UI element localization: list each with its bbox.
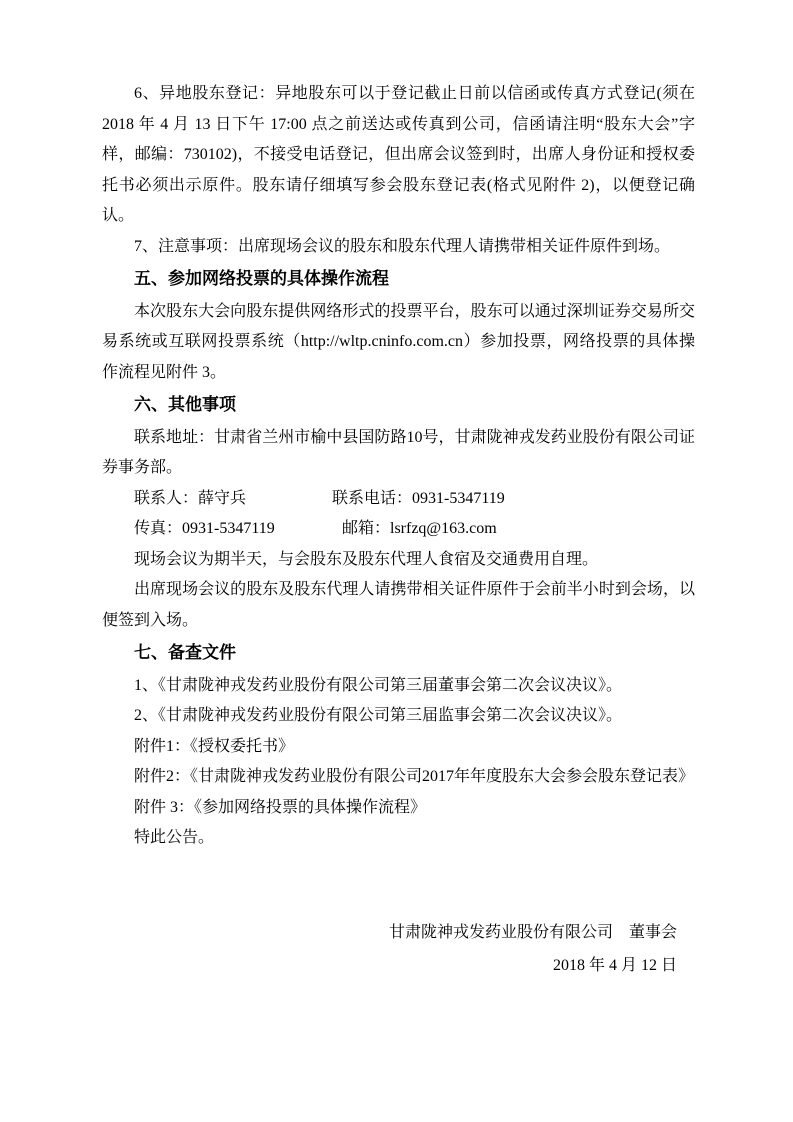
contact-fax-label-value: 传真：0931-5347119 xyxy=(134,520,275,537)
paragraph-remote-shareholder-registration: 6、异地股东登记：异地股东可以于登记截止日前以信函或传真方式登记(须在 2018 年 4 月 13 日下午 17:00 点之前送达或传真到公司，信函请注明“股东大会”字样，邮编：730102)，不接受电话登记，但出席会议签到时，出席人身份证和授权委托书必须出示原件。股东请仔细填写参会股东登记表(格式见附件 2)，以便登记确认。 xyxy=(102,85,695,224)
contact-row-person-phone xyxy=(102,484,695,515)
paragraph-online-voting-platform: 本次股东大会向股东提供网络形式的投票平台，股东可以通过深圳证券交易所交易系统或互联网投票系统（http://wltp.cninfo.com.cn）参加投票，网络投票的具体操作流程见附件 3。 xyxy=(102,302,695,381)
section-heading-online-voting-procedure: 五、参加网络投票的具体操作流程 xyxy=(133,269,389,288)
contact-email-label-value: 邮箱：lsrfzq@163.com xyxy=(342,520,497,537)
list-item-attachment-3: 附件 3：《参加网络投票的具体操作流程》 xyxy=(134,798,427,816)
contact-phone-label-value: 联系电话：0931-5347119 xyxy=(332,489,505,507)
contact-person-label-value: 联系人：薛守兵 xyxy=(134,489,247,507)
paragraph-attention-notes: 7、注意事项：出席现场会议的股东和股东代理人请携带相关证件原件到场。 xyxy=(134,237,671,255)
section-heading-reference-documents: 七、备查文件 xyxy=(133,643,236,662)
signature-date-line: 2018 年 4 月 12 日 xyxy=(552,956,677,974)
paragraph-meeting-duration-expenses: 现场会议为期半天，与会股东及股东代理人食宿及交通费用自理。 xyxy=(134,550,599,568)
paragraph-arrive-early-signin: 出席现场会议的股东及股东代理人请携带相关证件原件于会前半小时到会场，以便签到入场。 xyxy=(102,581,695,629)
contact-row-fax-email xyxy=(102,514,695,545)
list-item-attachment-1: 附件1：《授权委托书》 xyxy=(134,737,295,755)
list-item-attachment-2: 附件2：《甘肃陇神戎发药业股份有限公司2017年年度股东大会参会股东登记表》 xyxy=(134,768,695,785)
signature-block xyxy=(102,916,695,982)
section-heading-other-matters: 六、其他事项 xyxy=(133,395,236,414)
list-item-board-resolution: 1、《甘肃陇神戎发药业股份有限公司第三届董事会第二次会议决议》。 xyxy=(134,676,623,694)
paragraph-announcement-closing: 特此公告。 xyxy=(134,829,215,846)
list-item-supervisory-resolution: 2、《甘肃陇神戎发药业股份有限公司第三届监事会第二次会议决议》。 xyxy=(134,707,623,724)
paragraph-contact-address: 联系地址：甘肃省兰州市榆中县国防路10号，甘肃陇神戎发药业股份有限公司证券事务部。 xyxy=(102,428,695,476)
signature-company-line: 甘肃陇神戎发药业股份有限公司 董事会 xyxy=(388,923,677,941)
